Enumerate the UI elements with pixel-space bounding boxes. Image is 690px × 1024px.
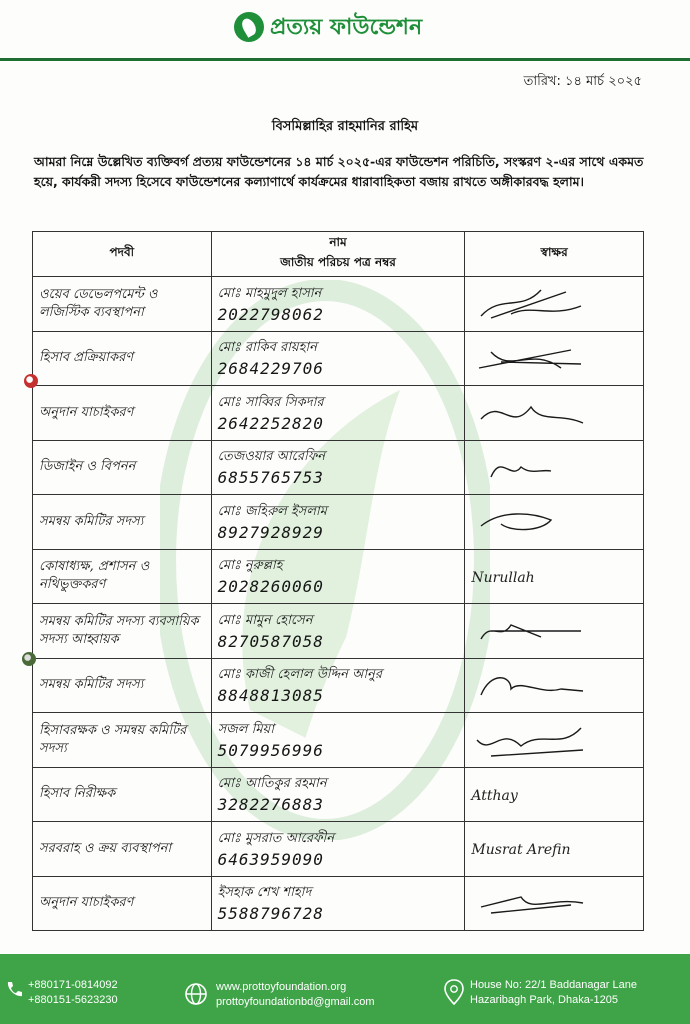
role-text: ওয়েব ডেভেলপমেন্ট ও লজিস্টিক ব্যবস্থাপনা xyxy=(39,286,158,320)
member-nid: 2684229706 xyxy=(217,359,324,379)
location-pin-icon xyxy=(444,979,464,1005)
signature-text: Nurullah xyxy=(471,569,535,586)
members-table xyxy=(32,231,644,931)
role-cell xyxy=(33,386,212,441)
role-text: অনুদান যাচাইকরণ xyxy=(39,404,134,420)
table-row xyxy=(33,440,644,495)
table-row xyxy=(33,713,644,768)
role-cell xyxy=(33,440,212,495)
signature-cell xyxy=(465,604,644,659)
role-cell xyxy=(33,277,212,332)
member-nid: 8927928929 xyxy=(217,522,324,542)
nid-header-label: জাতীয় পরিচয় পত্র নম্বর xyxy=(280,255,396,269)
member-name: মোঃ জহিরুল ইসলাম xyxy=(217,503,327,519)
signature-cell xyxy=(465,331,644,386)
signature-cell xyxy=(465,713,644,768)
role-cell xyxy=(33,713,212,768)
member-name: মোঃ মামুন হোসেন xyxy=(217,612,313,628)
signature-cell xyxy=(465,549,644,604)
name-nid-cell xyxy=(211,767,465,822)
address-line-1: House No: 22/1 Baddanagar Lane xyxy=(470,979,637,991)
signature-scribble xyxy=(471,447,591,487)
role-text: হিসাবরক্ষক ও সমন্বয় কমিটির সদস্য xyxy=(39,722,187,756)
footer-bar xyxy=(0,954,690,1024)
signature-scribble xyxy=(471,502,591,542)
role-cell xyxy=(33,767,212,822)
signature-cell xyxy=(465,767,644,822)
signature-scribble xyxy=(471,883,591,923)
role-cell xyxy=(33,495,212,550)
table-row xyxy=(33,658,644,713)
member-nid: 3282276883 xyxy=(217,795,324,815)
table-row xyxy=(33,331,644,386)
signature-cell xyxy=(465,440,644,495)
phone-icon xyxy=(4,980,24,1000)
name-nid-cell xyxy=(211,876,465,931)
signature-cell xyxy=(465,277,644,332)
signature-text: Atthay xyxy=(471,787,518,804)
signature-scribble xyxy=(471,665,591,705)
member-name: মোঃ কাজী হেলাল উদ্দিন আনুর xyxy=(217,667,383,683)
member-nid: 2022798062 xyxy=(217,304,324,324)
member-name: তেজওয়ার আরেফিন xyxy=(217,449,326,465)
name-nid-cell xyxy=(211,822,465,877)
intro-paragraph: আমরা নিম্নে উল্লেখিত ব্যক্তিবর্গ প্রত্যয় ফাউন্ডেশনের ১৪ মার্চ ২০২৫-এর ফাউন্ডেশন পরিচিতি, সংস্করণ ২-এর সাথে একমত হয়ে, কার্যকরী সদস্য হিসেবে ফাউন্ডেশনের কল্যাণার্থে কার্যক্রমের ধারাবাহিকতা বজায় রাখতে অঙ্গীকারবদ্ধ হলাম। xyxy=(34,154,644,189)
name-nid-cell xyxy=(211,277,465,332)
table-row xyxy=(33,549,644,604)
role-text: ডিজাইন ও বিপনন xyxy=(39,459,136,475)
member-nid: 5588796728 xyxy=(217,904,324,924)
member-nid: 2642252820 xyxy=(217,413,324,433)
bismillah-heading: বিসমিল্লাহির রাহমানির রাহিম xyxy=(271,119,419,134)
role-text: হিসাব প্রক্রিয়াকরণ xyxy=(39,350,134,366)
table-row xyxy=(33,822,644,877)
brand-name: প্রত্যয় ফাউন্ডেশন xyxy=(270,15,423,40)
role-cell xyxy=(33,604,212,659)
signature-cell xyxy=(465,658,644,713)
name-nid-cell xyxy=(211,495,465,550)
role-cell xyxy=(33,822,212,877)
document-date: তারিখ: ১৪ মার্চ ২০২৫ xyxy=(523,74,642,89)
signature-cell xyxy=(465,822,644,877)
table-row xyxy=(33,876,644,931)
member-nid: 8848813085 xyxy=(217,686,324,706)
role-text: সরবরাহ ও ক্রয় ব্যবস্থাপনা xyxy=(39,840,172,856)
foundation-logo-icon xyxy=(234,12,264,42)
name-nid-cell xyxy=(211,331,465,386)
member-nid: 8270587058 xyxy=(217,631,324,651)
name-nid-cell xyxy=(211,658,465,713)
name-nid-cell xyxy=(211,604,465,659)
header-divider xyxy=(0,58,690,61)
name-nid-cell xyxy=(211,713,465,768)
role-cell xyxy=(33,331,212,386)
role-cell xyxy=(33,876,212,931)
name-column-header xyxy=(211,232,465,277)
address-line-2: Hazaribagh Park, Dhaka-1205 xyxy=(470,994,618,1006)
name-header-label: নাম xyxy=(329,235,347,249)
member-name: মোঃ নুরুল্লাহ xyxy=(217,558,283,574)
website-link[interactable]: www.prottoyfoundation.org xyxy=(216,981,347,993)
role-text: সমন্বয় কমিটির সদস্য xyxy=(39,677,144,693)
signature-scribble xyxy=(471,284,591,324)
role-text: হিসাব নিরীক্ষক xyxy=(39,786,116,802)
role-cell xyxy=(33,658,212,713)
member-name: মোঃ রাকিব রায়হান xyxy=(217,340,317,356)
member-nid: 6855765753 xyxy=(217,468,324,488)
member-nid: 5079956996 xyxy=(217,740,324,760)
role-text: সমন্বয় কমিটির সদস্য ব্যবসায়িক সদস্য আহ্বায়ক xyxy=(39,613,199,647)
table-header-row xyxy=(33,232,644,277)
signature-text: Musrat Arefin xyxy=(471,842,571,859)
letterhead xyxy=(0,0,690,62)
signature-scribble xyxy=(471,338,591,378)
signature-cell xyxy=(465,495,644,550)
member-name: ইসহাক শেখ শাহাদ xyxy=(217,885,312,901)
table-row xyxy=(33,495,644,550)
role-cell xyxy=(33,549,212,604)
member-name: সজল মিয়া xyxy=(217,721,274,737)
member-name: মোঃ সাব্বির সিকদার xyxy=(217,394,324,410)
pin-green-icon xyxy=(22,652,36,666)
name-nid-cell xyxy=(211,549,465,604)
member-nid: 6463959090 xyxy=(217,849,324,869)
email-link[interactable]: prottoyfoundationbd@gmail.com xyxy=(216,996,375,1008)
member-name: মোঃ আতিকুর রহমান xyxy=(217,776,327,792)
member-nid: 2028260060 xyxy=(217,577,324,597)
globe-icon xyxy=(184,982,208,1006)
name-nid-cell xyxy=(211,386,465,441)
signature-scribble xyxy=(471,393,591,433)
signature-scribble xyxy=(471,720,591,760)
phone-number-2[interactable]: +880151-5623230 xyxy=(28,994,118,1006)
table-row xyxy=(33,767,644,822)
member-name: মোঃ মুসরাত আরেফীন xyxy=(217,830,335,846)
table-row xyxy=(33,604,644,659)
signature-column-header: স্বাক্ষর xyxy=(465,232,644,277)
role-text: অনুদান যাচাইকরণ xyxy=(39,895,134,911)
member-name: মোঃ মাহমুদুল হাসান xyxy=(217,285,322,301)
table-row xyxy=(33,277,644,332)
table-row xyxy=(33,386,644,441)
name-nid-cell xyxy=(211,440,465,495)
signature-cell xyxy=(465,876,644,931)
pin-red-icon xyxy=(24,374,38,388)
phone-number-1[interactable]: +880171-0814092 xyxy=(28,979,118,991)
role-text: কোষাধ্যক্ষ, প্রশাসন ও নথিভুক্তকরণ xyxy=(39,559,150,593)
signature-cell xyxy=(465,386,644,441)
signature-scribble xyxy=(471,611,591,651)
role-text: সমন্বয় কমিটির সদস্য xyxy=(39,513,144,529)
role-column-header: পদবী xyxy=(33,232,212,277)
